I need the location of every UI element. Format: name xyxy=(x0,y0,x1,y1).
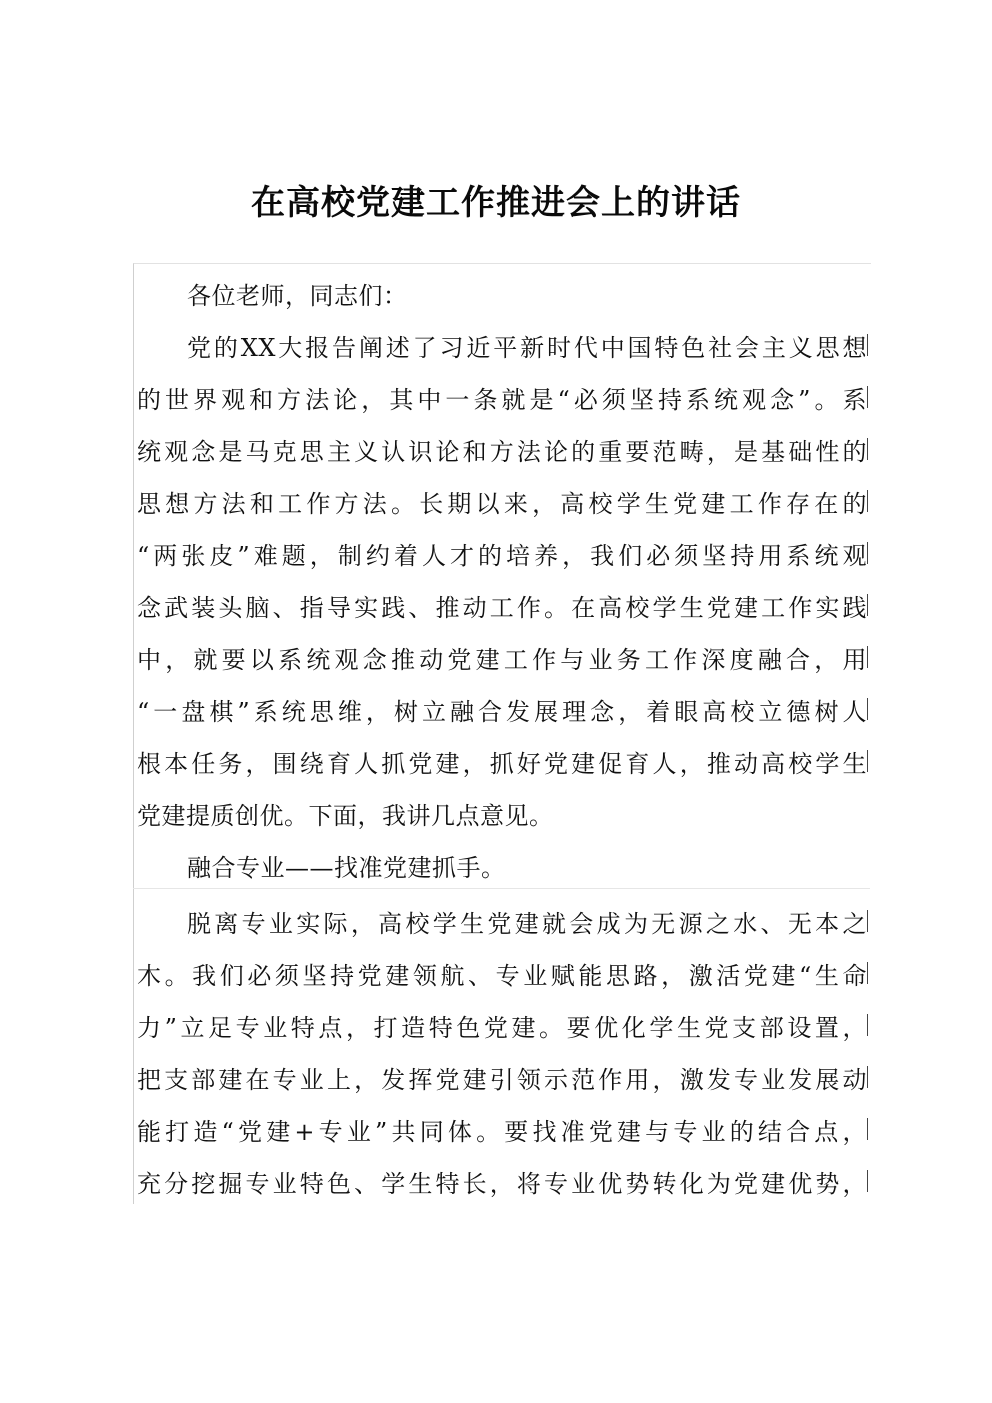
paragraph-line: 脱离专业实际，高校学生党建就会成为无源之水、无本之 xyxy=(187,910,867,938)
paragraph-line: 的世界观和方法论，其中一条就是“必须坚持系统观念”。系 xyxy=(137,386,867,414)
margin-marker xyxy=(867,1066,868,1088)
paragraph-line: “一盘棋”系统思维，树立融合发展理念，着眼高校立德树人 xyxy=(137,698,867,726)
paragraph-line: 党建提质创优。下面，我讲几点意见。 xyxy=(137,802,554,830)
document-title: 在高校党建工作推进会上的讲话 xyxy=(251,183,741,223)
margin-marker xyxy=(867,646,868,668)
margin-marker xyxy=(867,334,868,356)
margin-marker xyxy=(867,542,868,564)
margin-marker xyxy=(867,438,868,460)
margin-marker xyxy=(867,910,868,932)
section-heading: 融合专业——找准党建抓手。 xyxy=(187,854,506,882)
margin-marker xyxy=(867,1014,868,1036)
margin-marker xyxy=(867,1170,868,1192)
paragraph-line: 中，就要以系统观念推动党建工作与业务工作深度融合，用 xyxy=(137,646,867,674)
margin-marker xyxy=(867,490,868,512)
margin-marker xyxy=(867,386,868,408)
paragraph-line: 把支部建在专业上，发挥党建引领示范作用，激发专业发展动 xyxy=(137,1066,867,1094)
paragraph-line: 能打造“党建+专业”共同体。要找准党建与专业的结合点， xyxy=(137,1118,867,1146)
margin-marker xyxy=(867,698,868,720)
paragraph-line: 根本任务，围绕育人抓党建，抓好党建促育人，推动高校学生 xyxy=(137,750,867,778)
paragraph-line: 木。我们必须坚持党建领航、专业赋能思路，激活党建“生命 xyxy=(137,962,867,990)
paragraph-line: 思想方法和工作方法。长期以来，高校学生党建工作存在的 xyxy=(137,490,867,518)
margin-marker xyxy=(867,1118,868,1140)
margin-marker xyxy=(867,594,868,616)
margin-marker xyxy=(867,750,868,772)
paragraph-line: 党的XX大报告阐述了习近平新时代中国特色社会主义思想 xyxy=(187,334,867,362)
margin-marker xyxy=(867,962,868,984)
paragraph-line: 力”立足专业特点，打造特色党建。要优化学生党支部设置， xyxy=(137,1014,867,1042)
paragraph-line: 念武装头脑、指导实践、推动工作。在高校学生党建工作实践 xyxy=(137,594,867,622)
paragraph-line: 统观念是马克思主义认识论和方法论的重要范畴，是基础性的 xyxy=(137,438,867,466)
paragraph-line: “两张皮”难题，制约着人才的培养，我们必须坚持用系统观 xyxy=(137,542,867,570)
salutation: 各位老师，同志们： xyxy=(187,282,408,310)
paragraph-line: 充分挖掘专业特色、学生特长，将专业优势转化为党建优势， xyxy=(137,1170,867,1198)
